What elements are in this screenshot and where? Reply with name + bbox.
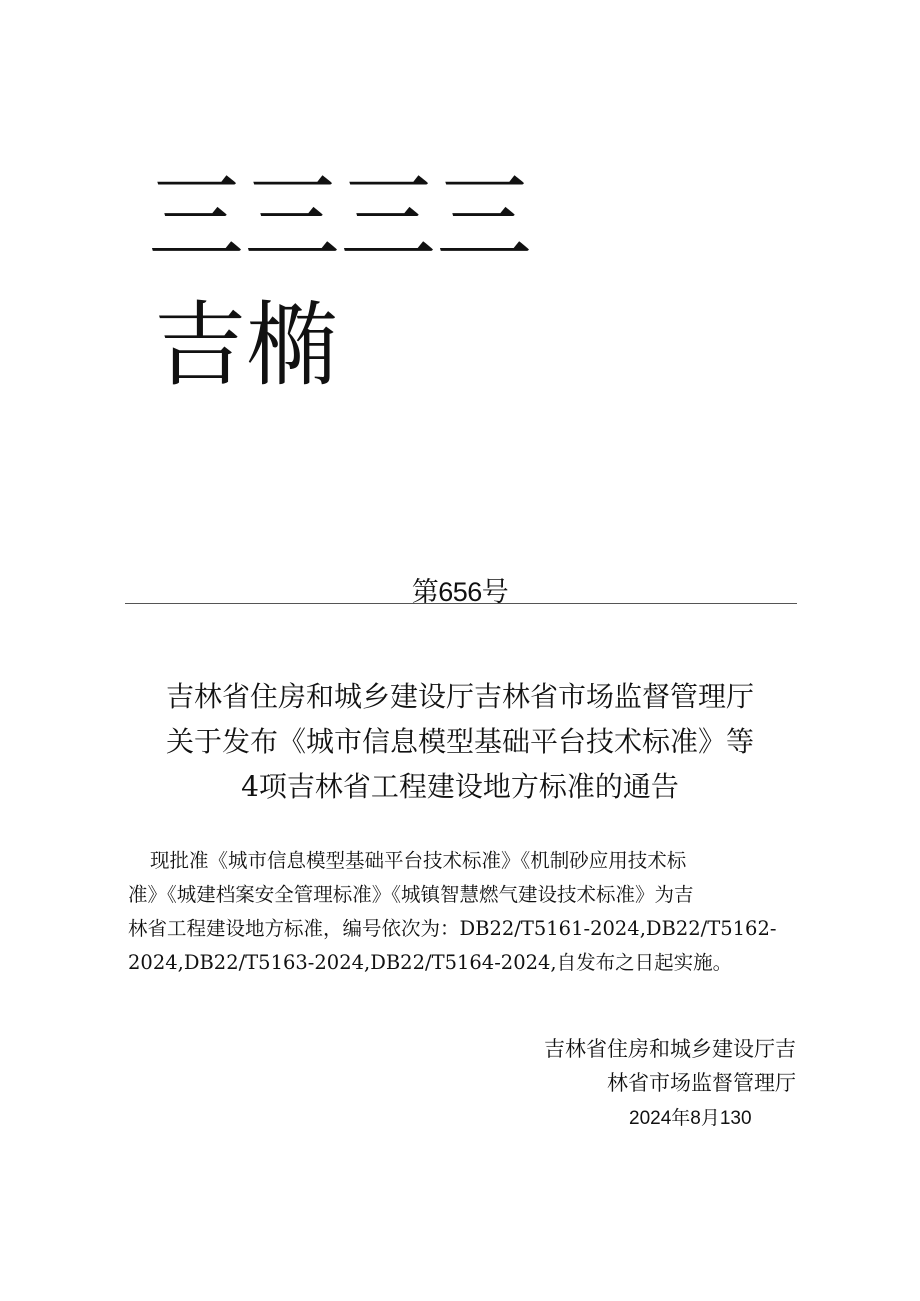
masthead-line-2: 吉椭 [154, 292, 339, 399]
body-line-2: 准》《城建档案安全管理标准》《城镇智慧燃气建设技术标准》为吉 [128, 883, 694, 906]
title-line-2: 关于发布《城市信息模型基础平台技术标准》等 [165, 725, 754, 758]
title-line-1: 吉林省住房和城乡建设厅吉林省市场监督管理厅 [165, 680, 754, 713]
masthead-line-1: 三三三三 [148, 162, 532, 274]
document-number: 第656号 [411, 577, 509, 607]
divider-line [125, 603, 797, 604]
title-line-3: 4项吉林省工程建设地方标准的通告 [241, 770, 679, 803]
signature-line-1: 吉林省住房和城乡建设厅吉 [544, 1037, 796, 1061]
issuer-signature [544, 1032, 796, 1100]
body-line-1: 现批准《城市信息模型基础平台技术标准》《机制砂应用技术标 [150, 849, 687, 872]
body-line-4: 2024,DB22/T5163-2024,DB22/T5164-2024,自发布之日起实施。 [128, 951, 733, 974]
signature-line-2: 林省市场监督管理厅 [607, 1071, 796, 1095]
notice-body [128, 844, 777, 980]
notice-title [0, 674, 920, 809]
body-line-3: 林省工程建设地方标准，编号依次为：DB22∕T5161-2024,DB22/T5162- [128, 917, 777, 940]
issue-date: 2024年8月130 [629, 1108, 752, 1129]
